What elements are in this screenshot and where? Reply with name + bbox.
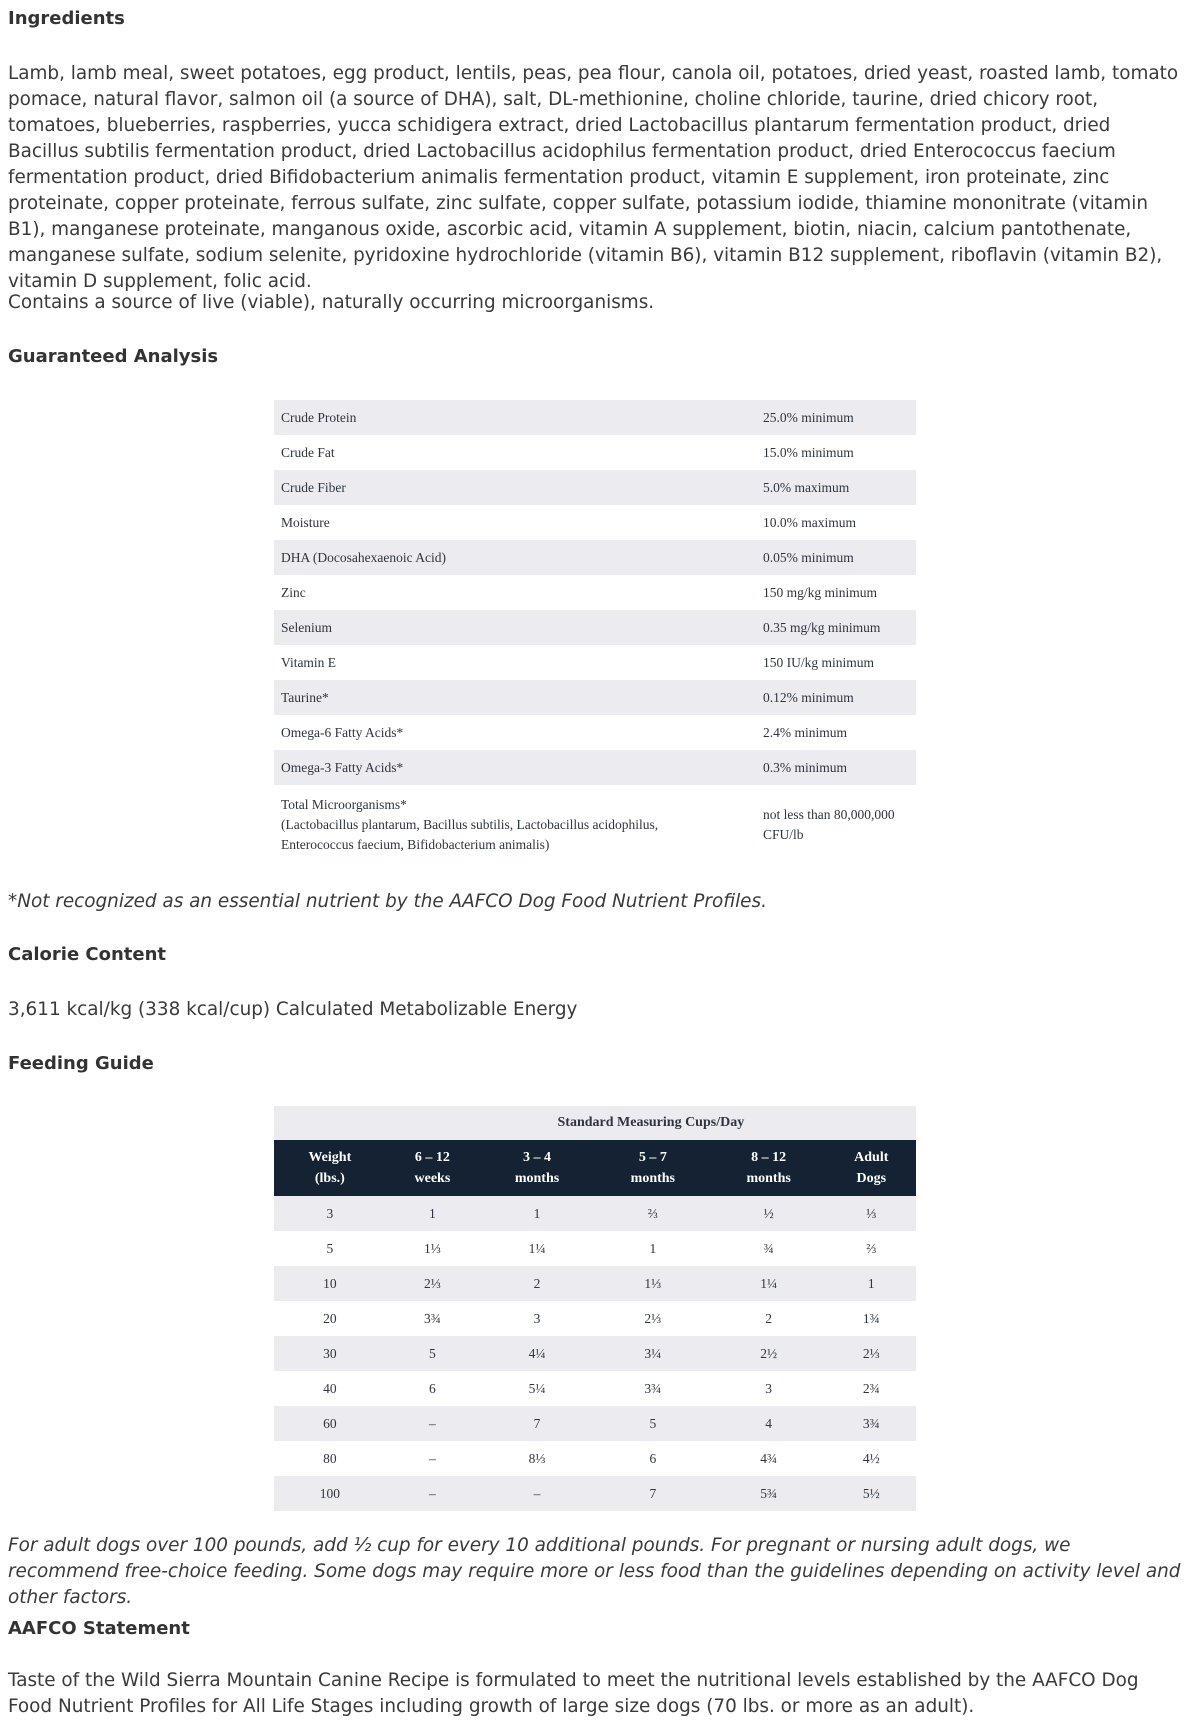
cups-cell: 1⅓ xyxy=(386,1231,479,1266)
nutrient-value: 0.12% minimum xyxy=(756,680,916,715)
cups-cell: 5¾ xyxy=(711,1476,827,1511)
table-row xyxy=(274,575,916,610)
header-line1: 5 – 7 xyxy=(638,1150,667,1165)
cups-cell: ⅔ xyxy=(827,1231,916,1266)
table-row xyxy=(274,400,916,435)
ingredients-text: Lamb, lamb meal, sweet potatoes, egg product, lentils, peas, pea flour, canola oil, potatoes, dried yeast, roasted lamb, tomato pomace, natural flavor, salmon oil (a source of DHA), salt, DL-methionine, choline chloride, taurine, dried chicory root, tomatoes, blueberries, raspberries, yucca schidigera extract, dried Lactobacillus plantarum fermentation product, dried Bacillus subtilis fermentation product, dried Lactobacillus acidophilus fermentation product, dried Enterococcus faecium fermentation product, dried Bifidobacterium animalis fermentation product, vitamin E supplement, iron proteinate, zinc proteinate, copper proteinate, ferrous sulfate, zinc sulfate, copper sulfate, potassium iodide, thiamine mononitrate (vitamin B1), manganese proteinate, manganous oxide, ascorbic acid, vitamin A supplement, biotin, niacin, calcium pantothenate, manganese sulfate, sodium selenite, pyridoxine hydrochloride (vitamin B6), vitamin B12 supplement, riboflavin (vitamin B2), vitamin D supplement, folic acid. xyxy=(8,63,1179,292)
table-row xyxy=(274,1406,916,1441)
nutrient-name: Zinc xyxy=(274,575,756,610)
aafco-statement-heading: AAFCO Statement xyxy=(8,1618,190,1639)
header-line2: months xyxy=(514,1171,560,1186)
table-row xyxy=(274,470,916,505)
nutrient-name: Crude Fiber xyxy=(274,470,756,505)
cups-cell: – xyxy=(386,1441,479,1476)
header-line2: months xyxy=(630,1171,676,1186)
table-row xyxy=(274,1336,916,1371)
cups-cell: ¾ xyxy=(711,1231,827,1266)
table-row xyxy=(274,1231,916,1266)
cups-cell: 1 xyxy=(479,1196,595,1231)
header-line1: Adult xyxy=(854,1150,889,1165)
table-row xyxy=(274,1476,916,1511)
cups-cell: 1⅓ xyxy=(595,1266,711,1301)
nutrient-value: 0.35 mg/kg minimum xyxy=(756,610,916,645)
cups-cell: 7 xyxy=(479,1406,595,1441)
microorganisms-name: Total Microorganisms* xyxy=(281,797,407,812)
feeding-table-body xyxy=(274,1196,916,1511)
nutrient-name: Crude Fat xyxy=(274,435,756,470)
cups-cell: 2⅓ xyxy=(595,1301,711,1336)
cups-cell: ⅔ xyxy=(595,1196,711,1231)
column-header-6-12-weeks xyxy=(386,1140,479,1196)
feeding-header-row xyxy=(274,1140,916,1196)
header-line2: months xyxy=(746,1171,791,1186)
cups-cell: 5½ xyxy=(827,1476,916,1511)
weight-cell: 3 xyxy=(274,1196,386,1231)
nutrient-value: 25.0% minimum xyxy=(756,400,916,435)
cups-cell: ½ xyxy=(711,1196,827,1231)
cups-cell: 6 xyxy=(386,1371,479,1406)
microorganisms-detail-line2: Enterococcus faecium, Bifidobacterium animalis) xyxy=(281,837,550,852)
cups-cell: 4¼ xyxy=(479,1336,595,1371)
cups-cell: 5¼ xyxy=(479,1371,595,1406)
cups-cell: 2½ xyxy=(711,1336,827,1371)
header-line1: 3 – 4 xyxy=(523,1150,552,1165)
microorganisms-value-cell xyxy=(756,785,916,865)
weight-cell: 80 xyxy=(274,1441,386,1476)
weight-cell: 10 xyxy=(274,1266,386,1301)
column-header-weight xyxy=(274,1140,386,1196)
cups-cell: 1¼ xyxy=(479,1231,595,1266)
table-row xyxy=(274,680,916,715)
cups-cell: 5 xyxy=(386,1336,479,1371)
aafco-statement-text: Taste of the Wild Sierra Mountain Canine Recipe is formulated to meet the nutritional levels established by the AAFCO Dog Food Nutrient Profiles for All Life Stages including growth of large size dogs (70 lbs. or more as an adult). xyxy=(8,1670,1139,1717)
feeding-caption-row xyxy=(274,1106,916,1140)
weight-cell: 5 xyxy=(274,1231,386,1266)
nutrient-value: 0.05% minimum xyxy=(756,540,916,575)
calorie-content-text: 3,611 kcal/kg (338 kcal/cup) Calculated Metabolizable Energy xyxy=(8,999,578,1020)
cups-cell: 3¾ xyxy=(827,1406,916,1441)
cups-cell: 3¼ xyxy=(595,1336,711,1371)
column-header-3-4-months xyxy=(479,1140,595,1196)
cups-cell: 3¾ xyxy=(595,1371,711,1406)
nutrient-name: Crude Protein xyxy=(274,400,756,435)
table-row xyxy=(274,610,916,645)
table-row xyxy=(274,645,916,680)
cups-cell: 1 xyxy=(386,1196,479,1231)
header-line1: 8 – 12 xyxy=(751,1150,787,1165)
cups-cell: 4 xyxy=(711,1406,827,1441)
table-row-microorganisms xyxy=(274,785,916,865)
microorganisms-detail-line1: (Lactobacillus plantarum, Bacillus subtilis, Lactobacillus acidophilus, xyxy=(281,817,659,832)
nutrient-name: Omega-6 Fatty Acids* xyxy=(274,715,756,750)
live-microorganisms-note: Contains a source of live (viable), naturally occurring microorganisms. xyxy=(8,292,655,313)
microorganisms-value-line1: not less than 80,000,000 xyxy=(763,807,895,822)
table-row xyxy=(274,1301,916,1336)
nutrient-name: Vitamin E xyxy=(274,645,756,680)
cups-cell: 6 xyxy=(595,1441,711,1476)
cups-cell: 2 xyxy=(711,1301,827,1336)
feeding-guide-table xyxy=(274,1106,916,1511)
cups-cell: ⅓ xyxy=(827,1196,916,1231)
nutrient-name: Taurine* xyxy=(274,680,756,715)
nutrient-value: 2.4% minimum xyxy=(756,715,916,750)
cups-cell: 1 xyxy=(827,1266,916,1301)
cups-cell: 2⅓ xyxy=(827,1336,916,1371)
header-line1: 6 – 12 xyxy=(414,1150,450,1165)
feeding-guide-heading: Feeding Guide xyxy=(8,1053,154,1074)
weight-cell: 100 xyxy=(274,1476,386,1511)
table-row xyxy=(274,1266,916,1301)
ingredients-heading: Ingredients xyxy=(8,8,125,29)
weight-cell: 40 xyxy=(274,1371,386,1406)
weight-cell: 60 xyxy=(274,1406,386,1441)
cups-cell: – xyxy=(386,1476,479,1511)
cups-cell: 8⅓ xyxy=(479,1441,595,1476)
column-header-adult-dogs xyxy=(827,1140,916,1196)
guaranteed-analysis-table xyxy=(274,400,916,865)
header-line2: Dogs xyxy=(856,1171,887,1186)
microorganisms-value-line2: CFU/lb xyxy=(763,827,804,842)
cups-cell: 1¾ xyxy=(827,1301,916,1336)
column-header-8-12-months xyxy=(711,1140,827,1196)
nutrient-value: 15.0% minimum xyxy=(756,435,916,470)
nutrient-value: 150 IU/kg minimum xyxy=(756,645,916,680)
weight-cell: 20 xyxy=(274,1301,386,1336)
aafco-footnote: *Not recognized as an essential nutrient by the AAFCO Dog Food Nutrient Profiles. xyxy=(8,891,767,912)
table-row xyxy=(274,435,916,470)
nutrient-name: Moisture xyxy=(274,505,756,540)
table-row xyxy=(274,715,916,750)
cups-cell: 5 xyxy=(595,1406,711,1441)
cups-cell: – xyxy=(386,1406,479,1441)
cups-cell: 7 xyxy=(595,1476,711,1511)
cups-cell: 3 xyxy=(711,1371,827,1406)
table-row xyxy=(274,1371,916,1406)
cups-cell: – xyxy=(479,1476,595,1511)
calorie-content-heading: Calorie Content xyxy=(8,944,167,965)
nutrient-value: 0.3% minimum xyxy=(756,750,916,785)
feeding-guide-note: For adult dogs over 100 pounds, add ½ cup for every 10 additional pounds. For pregnant or nursing adult dogs, we recommend free-choice feeding. Some dogs may require more or less food than the guidelines depending on activity level and other factors. xyxy=(8,1535,1181,1608)
cups-cell: 4½ xyxy=(827,1441,916,1476)
table-row xyxy=(274,1196,916,1231)
nutrient-name: Selenium xyxy=(274,610,756,645)
cups-cell: 3¾ xyxy=(386,1301,479,1336)
nutrient-name: Omega-3 Fatty Acids* xyxy=(274,750,756,785)
feeding-table-caption: Standard Measuring Cups/Day xyxy=(386,1106,916,1140)
guaranteed-analysis-heading: Guaranteed Analysis xyxy=(8,346,219,367)
table-row xyxy=(274,1441,916,1476)
table-row xyxy=(274,540,916,575)
cups-cell: 3 xyxy=(479,1301,595,1336)
nutrient-value: 150 mg/kg minimum xyxy=(756,575,916,610)
header-line1: Weight xyxy=(308,1150,352,1165)
cups-cell: 4¾ xyxy=(711,1441,827,1476)
header-line2: weeks xyxy=(414,1171,451,1186)
nutrient-value: 5.0% maximum xyxy=(756,470,916,505)
cups-cell: 2⅓ xyxy=(386,1266,479,1301)
nutrient-value: 10.0% maximum xyxy=(756,505,916,540)
weight-cell: 30 xyxy=(274,1336,386,1371)
table-row xyxy=(274,750,916,785)
header-line2: (lbs.) xyxy=(314,1171,345,1186)
cups-cell: 2¾ xyxy=(827,1371,916,1406)
microorganisms-cell xyxy=(274,785,756,865)
cups-cell: 2 xyxy=(479,1266,595,1301)
column-header-5-7-months xyxy=(595,1140,711,1196)
cups-cell: 1¼ xyxy=(711,1266,827,1301)
nutrient-name: DHA (Docosahexaenoic Acid) xyxy=(274,540,756,575)
cups-cell: 1 xyxy=(595,1231,711,1266)
table-row xyxy=(274,505,916,540)
